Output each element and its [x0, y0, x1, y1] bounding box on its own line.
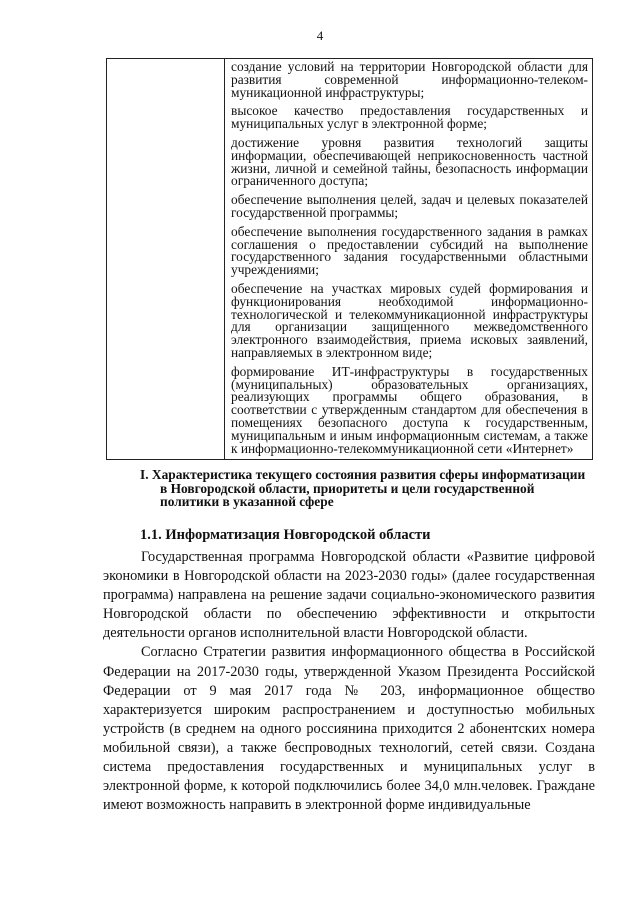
table-list-item: достижение уровня развития технологий защиты информации, обеспечивающей неприкосновенность частной жизни, личной и семейной тайны, безопасность информации ограниченного доступа; — [231, 134, 588, 189]
subsection-title: 1.1. Информатизация Новгородской области — [140, 527, 431, 543]
table-right-cell — [225, 59, 593, 460]
table-list-item: создание условий на территории Новгородской области для развития современной информационно-телеком-муникационной инфраструктуры; — [231, 59, 588, 100]
table-left-cell — [107, 59, 225, 460]
table-list-item: обеспечение на участках мировых судей формирования и функционирования необходимой информационно-технологической и телекоммуникационной инфраструктуры для организации защищенного межведомственного электронного взаимодействия, приема исковых заявлений, направляемых в электронном виде; — [231, 280, 588, 360]
table-list-item: формирование ИТ-инфраструктуры в государственных (муниципальных) образовательных организациях, реализующих программы общего образования, в соответствии с утвержденным стандартом для обеспечения в помещениях безопасного доступа к государственным, муниципальным и иным информационным системам, а также к информационно-телекоммуникационной сети «Интернет» — [231, 363, 588, 456]
table-list-item: высокое качество предоставления государственных и муниципальных услуг в электронной форме; — [231, 103, 588, 132]
table-list-item: обеспечение выполнения целей, задач и целевых показателей государственной программы; — [231, 192, 588, 220]
table-list-item: обеспечение выполнения государственного задания в рамках соглашения о предоставлении субсидий на выполнение государственного задания государственными областными учреждениями; — [231, 223, 588, 278]
paragraph: Согласно Стратегии развития информационного общества в Российской Федерации на 2017-2030 годы, утвержденной Указом Президента Российской Федерации от 9 мая 2017 года № 203, информационное общество характеризуется широким распространением и доступностью мобильных устройств (в среднем на одного россиянина приходится 2 абонентских номера мобильной связи), а также беспроводных технологий, сетей связи. Создана система предоставления государственных и муниципальных услуг в электронной форме, к которой подключились более 34,0 млн.человек. Граждане имеют возможность направить в электронной форме индивидуальные — [103, 644, 595, 814]
page-number: 4 — [316, 28, 324, 43]
section-heading-line: политики в указанной сфере — [160, 494, 334, 509]
section-heading-line: I. Характеристика текущего состояния развития сферы информатизации — [140, 467, 586, 482]
body-text — [103, 548, 595, 815]
program-goals-table — [106, 58, 593, 460]
paragraph: Государственная программа Новгородской области «Развитие цифровой экономики в Новгородской области на 2023-2030 годы» (далее государственная программа) направлена на решение задачи социально-экономического развития Новгородской области по обеспечению эффективности и открытости деятельности органов исполнительной власти Новгородской области. — [103, 549, 595, 642]
section-heading — [140, 468, 600, 509]
section-heading-line: в Новгородской области, приоритеты и цели государственной — [160, 480, 535, 496]
